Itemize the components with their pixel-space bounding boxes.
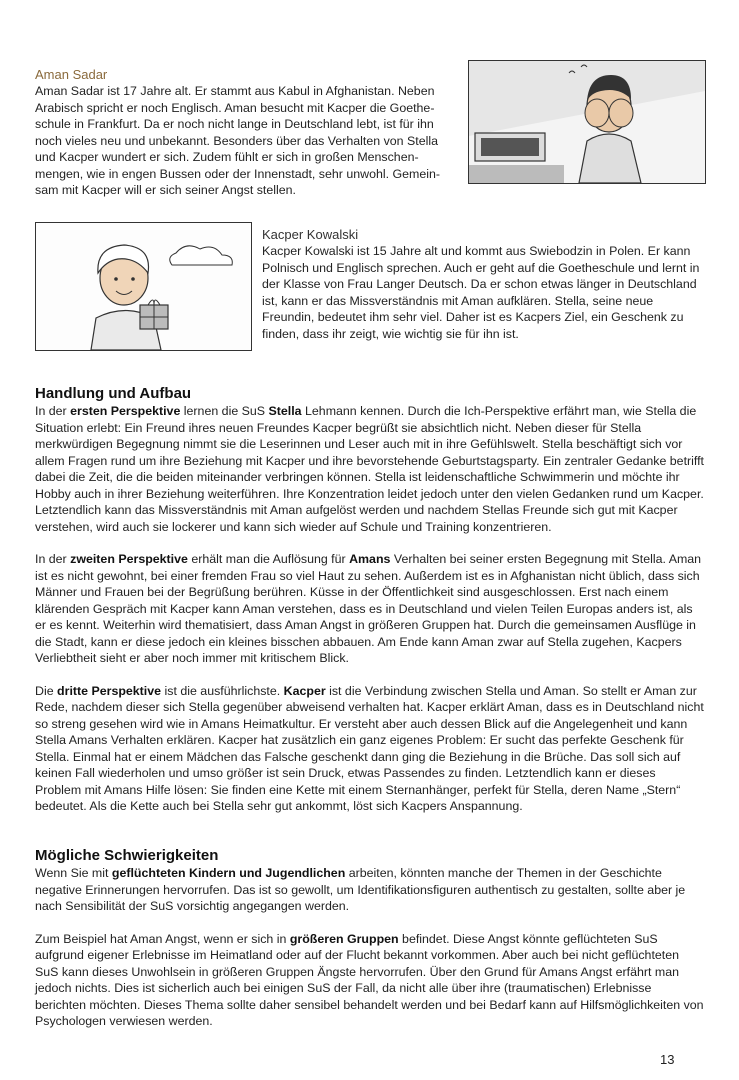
aman-profile xyxy=(35,67,455,199)
paragraph-second-perspective: In der zweiten Perspektive erhält man die Auflösung für Amans Verhalten bei seiner ersten Begegnung mit Stella. Aman ist es nicht gewohnt, bei einer fremden Frau so viel Haut zu sehen. Außerdem ist es in Afghanistan nicht üblich, dass sich Männer und Frauen bei der Begrüßung berühren. Küsse in der Öffentlichkeit sind ausgeschlossen. Erst nach einem klärenden Gespräch mit Kacper kann Aman verstehen, dass es in Deutschland und vielen Teilen Europas anders ist, als er es kennt. Weiterhin wird thematisiert, dass Aman Angst in größeren Gruppen hat. Durch die gemeinsamen Ausflüge in die Stadt, kann er diese jedoch ein kleines bisschen abbauen. Am Ende kann Aman zwar auf Stella zugehen, Kacpers Verliebtheit sieht er aber noch immer mit kritischem Blick. xyxy=(35,552,702,665)
paragraph-group-anxiety: Zum Beispiel hat Aman Angst, wenn er sich in größeren Gruppen befindet. Diese Angst könnte geflüchteten SuS aufgrund eigener Erlebnisse im Heimatland oder auf der Flucht bekannt vorkommen. Aber auch bei nicht geflüchteten SuS kann dieses Unwohlsein in größeren Gruppen Ängste hervorrufen. Über den Grund für Amans Angst erfährt man jedoch nichts. Dies ist sicherlich auch bei einigen SuS der Fall, da nicht alle über ihre (traumatischen) Erlebnisse berichten möchten. Dieses Thema sollte daher sensibel behandelt werden und bei Bedarf kann auf Hilfsmöglichkeiten von Psychologen verwiesen werden. xyxy=(35,931,704,1028)
section-schwierigkeiten xyxy=(35,847,705,1030)
kacper-illustration xyxy=(35,222,252,351)
page-number: 13 xyxy=(660,1052,675,1067)
section-heading-schwierigkeiten: Mögliche Schwierigkeiten xyxy=(35,847,219,864)
aman-name: Aman Sadar xyxy=(35,67,108,82)
kacper-description: Kacper Kowalski ist 15 Jahre alt und kommt aus Swiebodzin in Polen. Er kann Polnisch und Englisch sprechen. Auch er geht auf die Goetheschule und lernt in der Klasse von Frau Langer Deutsch. Da er schon etwas länger in Deutschland ist, kann er das Missverständnis mit Aman aufklären. Stella, seine neue Freundin, bedeutet ihm sehr viel. Daher ist es Kacpers Ziel, ein Geschenk zu finden, dass ihr zeigt, wie wichtig sie für ihn ist. xyxy=(262,244,700,341)
paragraph-third-perspective: Die dritte Perspektive ist die ausführlichste. Kacper ist die Verbindung zwischen Stella und Aman. So stellt er Aman zur Rede, nachdem dieser sich Stella gegenüber abweisend verhalten hat. Kacper erklärt Aman, dass es in Deutschland nicht so streng gesehen wird wie in Amans Heimatkultur. Er versteht aber auch dessen Blick auf die Angelegenheit und kann Stella Amans Verhalten erklären. Kacper hat zusätzlich ein ganz eigenes Problem: Er sucht das perfekte Geschenk für Stella. Einmal hat er einem Mädchen das Falsche geschenkt dann ging die Beziehung in die Brüche. Das soll sich auf keinen Fall wiederholen und umso größer ist sein Druck, etwas Passendes zu finden. Letztendlich kann er dieses Problem mit Amans Hilfe lösen: Sie finden eine Kette mit einem Sternanhänger, perfekt für Stella, deren Name „Stern“ bedeutet. Als die Kette auch bei Stella sehr gut ankommt, löst sich Kacpers Anspannung. xyxy=(35,683,704,813)
kacper-profile xyxy=(262,227,700,342)
paragraph-refugee-children: Wenn Sie mit geflüchteten Kindern und Jugendlichen arbeiten, könnten manche der Themen in der Geschichte negative Erinnerungen hervorrufen. Das ist so gewollt, um Identifikationsfiguren authentisch zu gestalten, sollte aber je nach Sensibilität der SuS vorsichtig angegangen werden. xyxy=(35,866,686,913)
section-handlung xyxy=(35,385,705,815)
aman-illustration xyxy=(468,60,706,184)
paragraph-first-perspective: In der ersten Perspektive lernen die SuS Stella Lehmann kennen. Durch die Ich-Perspektive erfährt man, wie Stella die Situation erlebt: Ein Freund ihres neuen Freundes Kacper begrüßt sie absichtlich nicht. Neben dieser für Stella merkwürdigen Begegnung nimmt sie die Leserinnen und Leser auch mit in ihre Gefühlswelt. Stella beschäftigt sich vor allem Fragen rund um ihre Beziehung mit Kacper und ihre bevorstehende Geburtstagsparty. Ein zentraler Gedanke betrifft dabei die Zeit, die die beiden miteinander verbringen können. Stella ist leidenschaftliche Schwimmerin und möchte ihr Hobby auch in ihrer Beziehung weiterführen. Ihre Konzentration leidet jedoch unter den vielen Gedanken rund um Kacper. Letztendlich kann das Missverständnis mit Aman aufgelöst werden und nachdem Stellas Freunde sich gut mit Kacper verstehen, wird auch sie lockerer und kann sich wieder auf Schule und Training konzentrieren. xyxy=(35,404,705,534)
section-heading-handlung: Handlung und Aufbau xyxy=(35,385,192,402)
aman-description: Aman Sadar ist 17 Jahre alt. Er stammt aus Kabul in Afghanistan. Neben Arabisch spricht er noch Englisch. Aman besucht mit Kacper die Goethe-schule in Frankfurt. Da er noch nicht lange in Deutschland lebt, ist für ihn noch vieles neu und unbekannt. Besonders über das Verhalten von Stella und Kacper wundert er sich. Zudem fühlt er sich in großen Menschen-mengen, wie in engen Bussen oder der Innenstadt, sehr unwohl. Gemein-sam mit Kacper will er sich seiner Angst stellen. xyxy=(35,84,441,197)
kacper-name: Kacper Kowalski xyxy=(262,227,359,242)
